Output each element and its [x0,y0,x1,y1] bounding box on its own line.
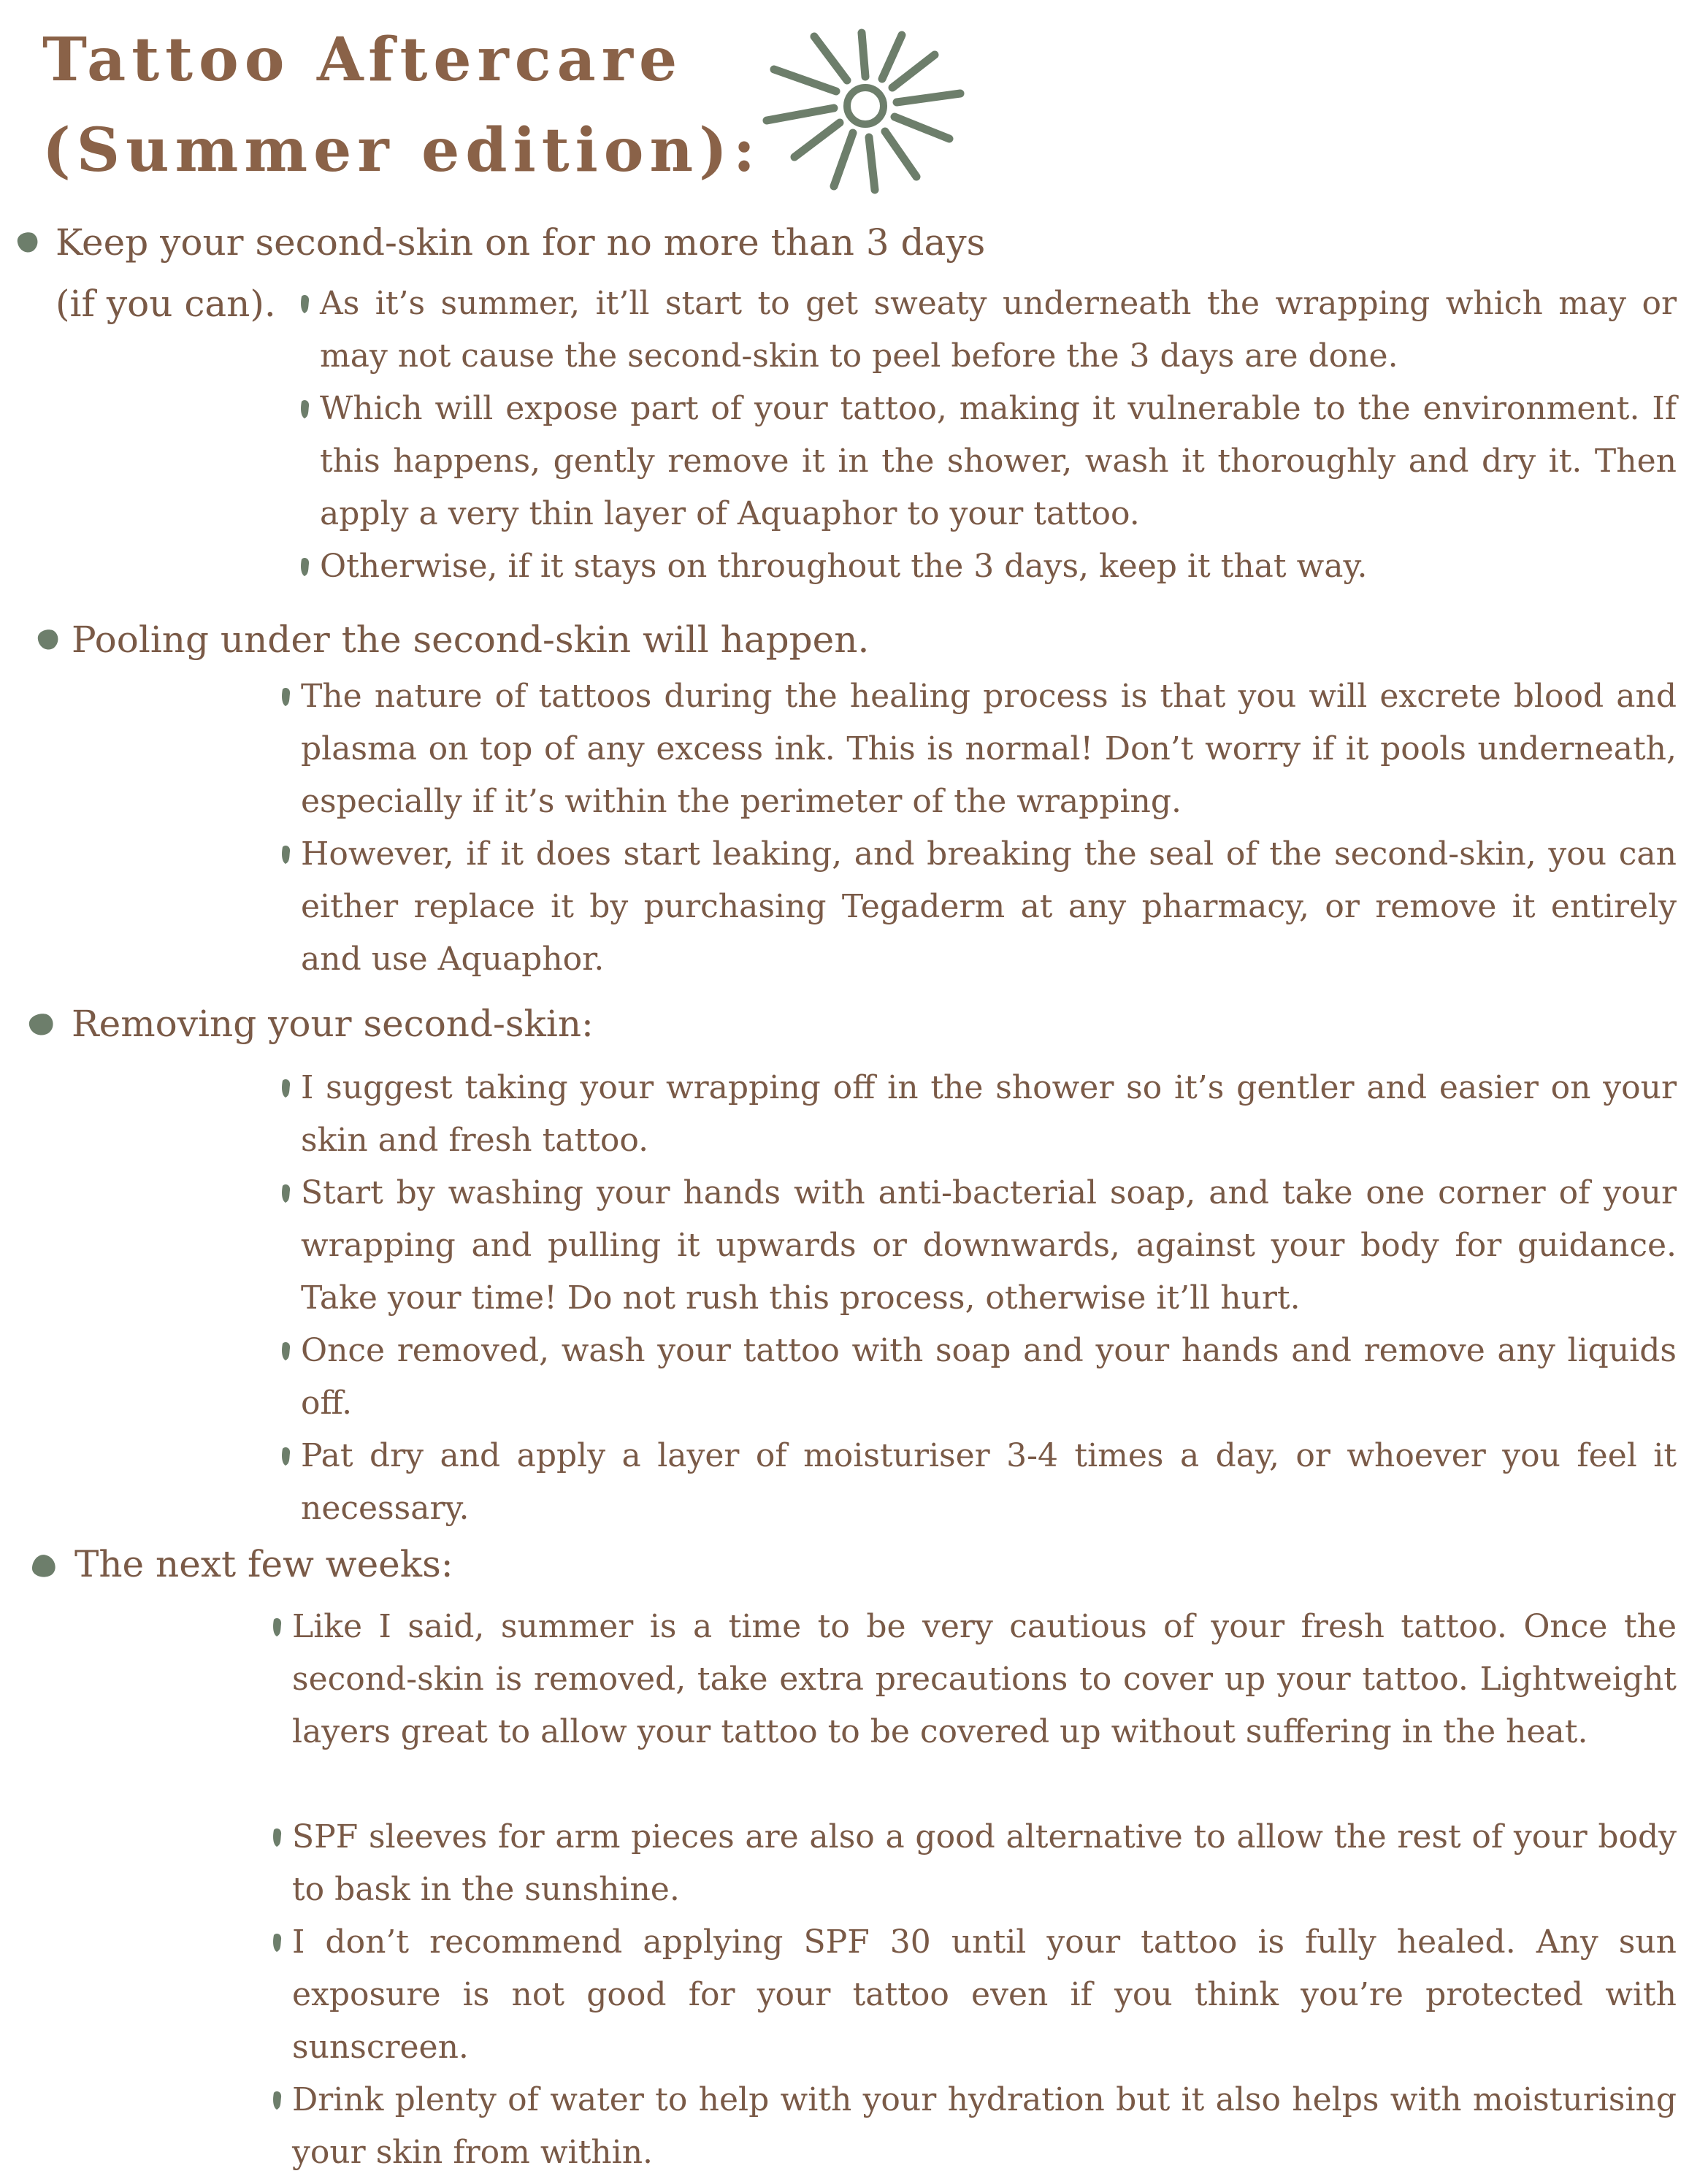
list-item: Drink plenty of water to help with your hydration but it also helps with moisturising your skin from within. [292,2074,1677,2179]
section-heading-text: The next few weeks: [74,1543,453,1585]
section-heading-text: Keep your second-skin on for no more than 3 days [55,221,986,264]
section-heading-2 [72,613,869,666]
section-heading-text: Pooling under the second-skin will happen. [72,619,870,661]
leaf-bullet-icon [299,399,311,419]
section-heading-4 [74,1538,453,1590]
list-item: The nature of tattoos during the healing process is that you will excrete blood and plasma on top of any excess ink. This is normal! Don’t worry if it pools underneath, especially if it’s within the perimeter of the wrapping. [301,670,1677,828]
list-item: Like I said, summer is a time to be very cautious of your fresh tattoo. Once the second-skin is removed, take extra precautions to cover up your tattoo. Lightweight layers great to allow your tattoo to be covered up without suffering in the heat. [292,1601,1677,1758]
page-title [42,15,761,196]
section-heading-3 [72,997,594,1050]
list-item: Once removed, wash your tattoo with soap and your hands and remove any liquids off. [301,1325,1677,1430]
leaf-bullet-icon [35,628,60,651]
sun-icon [752,15,971,197]
list-item: Which will expose part of your tattoo, making it vulnerable to the environment. If this happens, gently remove it in the shower, wash it thoroughly and dry it. Then apply a very thin layer of Aquaphor to your tattoo. [320,383,1677,540]
leaf-bullet-icon [280,844,292,865]
leaf-bullet-icon [280,686,292,707]
list-item: I don’t recommend applying SPF 30 until your tattoo is fully healed. Any sun exposure is not good for your tattoo even if you think you’re protected with sunscreen. [292,1916,1677,2074]
leaf-bullet-icon [272,2090,283,2110]
title-line-1: Tattoo Aftercare [42,25,683,95]
list-item: Pat dry and apply a layer of moisturiser 3-4 times a day, or whoever you feel it necessary. [301,1430,1677,1535]
leaf-bullet-icon [15,231,39,254]
leaf-bullet-icon [280,1341,292,1361]
list-item: Otherwise, if it stays on throughout the 3 days, keep it that way. [320,540,1677,593]
leaf-bullet-icon [280,1078,292,1098]
leaf-bullet-icon [280,1446,292,1466]
list-item: As it’s summer, it’ll start to get sweaty underneath the wrapping which may or may not cause the second-skin to peel before the 3 days are done. [320,277,1677,383]
leaf-bullet-icon [29,1552,58,1579]
leaf-bullet-icon [280,1183,292,1203]
section-heading-continuation: (if you can). [55,283,276,325]
section-heading-1 [55,216,985,269]
leaf-bullet-icon [26,1012,55,1037]
title-line-2: (Summer edition): [42,115,762,185]
list-item: Start by washing your hands with anti-bacterial soap, and take one corner of your wrapping and pulling it upwards or downwards, against your body for guidance. Take your time! Do not rush this process, otherwise it’ll hurt. [301,1167,1677,1325]
list-item: I suggest taking your wrapping off in the shower so it’s gentler and easier on your skin and fresh tattoo. [301,1062,1677,1167]
leaf-bullet-icon [299,556,311,577]
leaf-bullet-icon [272,1617,283,1637]
list-item: However, if it does start leaking, and breaking the seal of the second-skin, you can either replace it by purchasing Tegaderm at any pharmacy, or remove it entirely and use Aquaphor. [301,828,1677,986]
list-item: SPF sleeves for arm pieces are also a good alternative to allow the rest of your body to bask in the sunshine. [292,1811,1677,1916]
leaf-bullet-icon [272,1932,283,1953]
leaf-bullet-icon [272,1827,283,1847]
section-heading-text: Removing your second-skin: [72,1003,594,1045]
leaf-bullet-icon [299,294,311,314]
